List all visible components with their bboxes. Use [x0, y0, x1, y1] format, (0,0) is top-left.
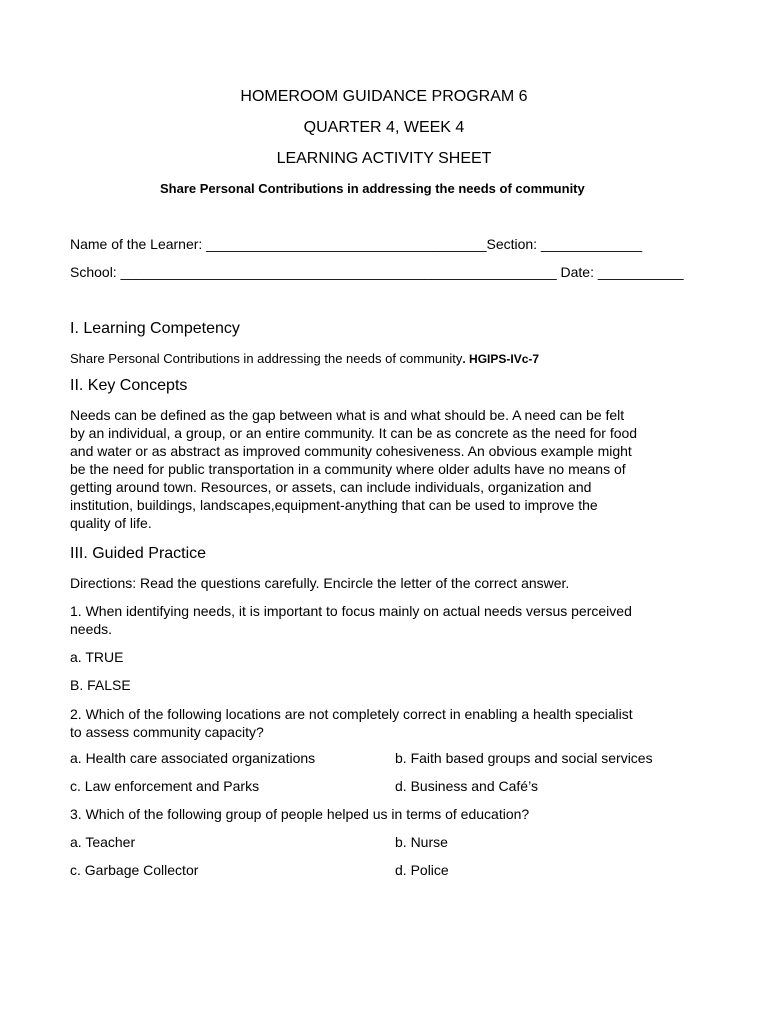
- guided-practice-heading: III. Guided Practice: [70, 545, 207, 562]
- question-1-line-2: needs.: [70, 621, 113, 637]
- paragraph-line: and water or as abstract as improved community cohesiveness. An obvious example might: [70, 443, 632, 459]
- paragraph-line: getting around town. Resources, or assets, can include individuals, organization and: [70, 479, 592, 495]
- paragraph-line: Needs can be defined as the gap between what is and what should be. A need can be felt: [70, 407, 625, 423]
- question-3: 3. Which of the following group of people helped us in terms of education?: [70, 806, 530, 822]
- q3-option-d[interactable]: d. Police: [395, 862, 449, 878]
- directions-text: Directions: Read the questions carefully. Encircle the letter of the correct answer.: [70, 575, 570, 591]
- competency-text: [70, 351, 539, 366]
- q2-option-d[interactable]: d. Business and Café’s: [395, 778, 538, 794]
- q2-option-b[interactable]: b. Faith based groups and social services: [395, 750, 653, 766]
- question-1-line-1: 1. When identifying needs, it is important to focus mainly on actual needs versus perceived: [70, 603, 632, 619]
- competency-code: . HGIPS-IVc-7: [462, 352, 540, 366]
- question-2: [70, 705, 710, 741]
- q3-option-a[interactable]: a. Teacher: [70, 834, 136, 850]
- q2-option-a[interactable]: a. Health care associated organizations: [70, 750, 316, 766]
- program-title: HOMEROOM GUIDANCE PROGRAM 6: [240, 88, 528, 105]
- sheet-title: LEARNING ACTIVITY SHEET: [276, 150, 492, 167]
- question-2-line-2: to assess community capacity?: [70, 724, 264, 740]
- question-2-line-1: 2. Which of the following locations are not completely correct in enabling a health specialist: [70, 706, 633, 722]
- competency-heading: I. Learning Competency: [70, 320, 240, 337]
- school-date-field: School: ________________________________________________________ Date: ___________: [70, 264, 684, 280]
- topic-subtitle: Share Personal Contributions in addressing the needs of community: [160, 181, 585, 196]
- paragraph-line: quality of life.: [70, 515, 152, 531]
- q1-option-b[interactable]: B. FALSE: [70, 677, 131, 693]
- paragraph-line: institution, buildings, landscapes,equipment-anything that can be used to improve the: [70, 497, 598, 513]
- name-section-field: Name of the Learner: ____________________________________Section: _____________: [70, 236, 643, 252]
- key-concepts-paragraph: [70, 406, 710, 532]
- question-1: [70, 602, 710, 638]
- q3-option-b[interactable]: b. Nurse: [395, 834, 448, 850]
- competency-description: Share Personal Contributions in addressing the needs of community: [70, 351, 463, 366]
- quarter-week: QUARTER 4, WEEK 4: [303, 119, 465, 136]
- q2-option-c[interactable]: c. Law enforcement and Parks: [70, 778, 260, 794]
- q1-option-a[interactable]: a. TRUE: [70, 649, 124, 665]
- key-concepts-heading: II. Key Concepts: [70, 377, 188, 394]
- paragraph-line: by an individual, a group, or an entire community. It can be as concrete as the need for food: [70, 425, 638, 441]
- q3-option-c[interactable]: c. Garbage Collector: [70, 862, 199, 878]
- paragraph-line: be the need for public transportation in a community where older adults have no means of: [70, 461, 626, 477]
